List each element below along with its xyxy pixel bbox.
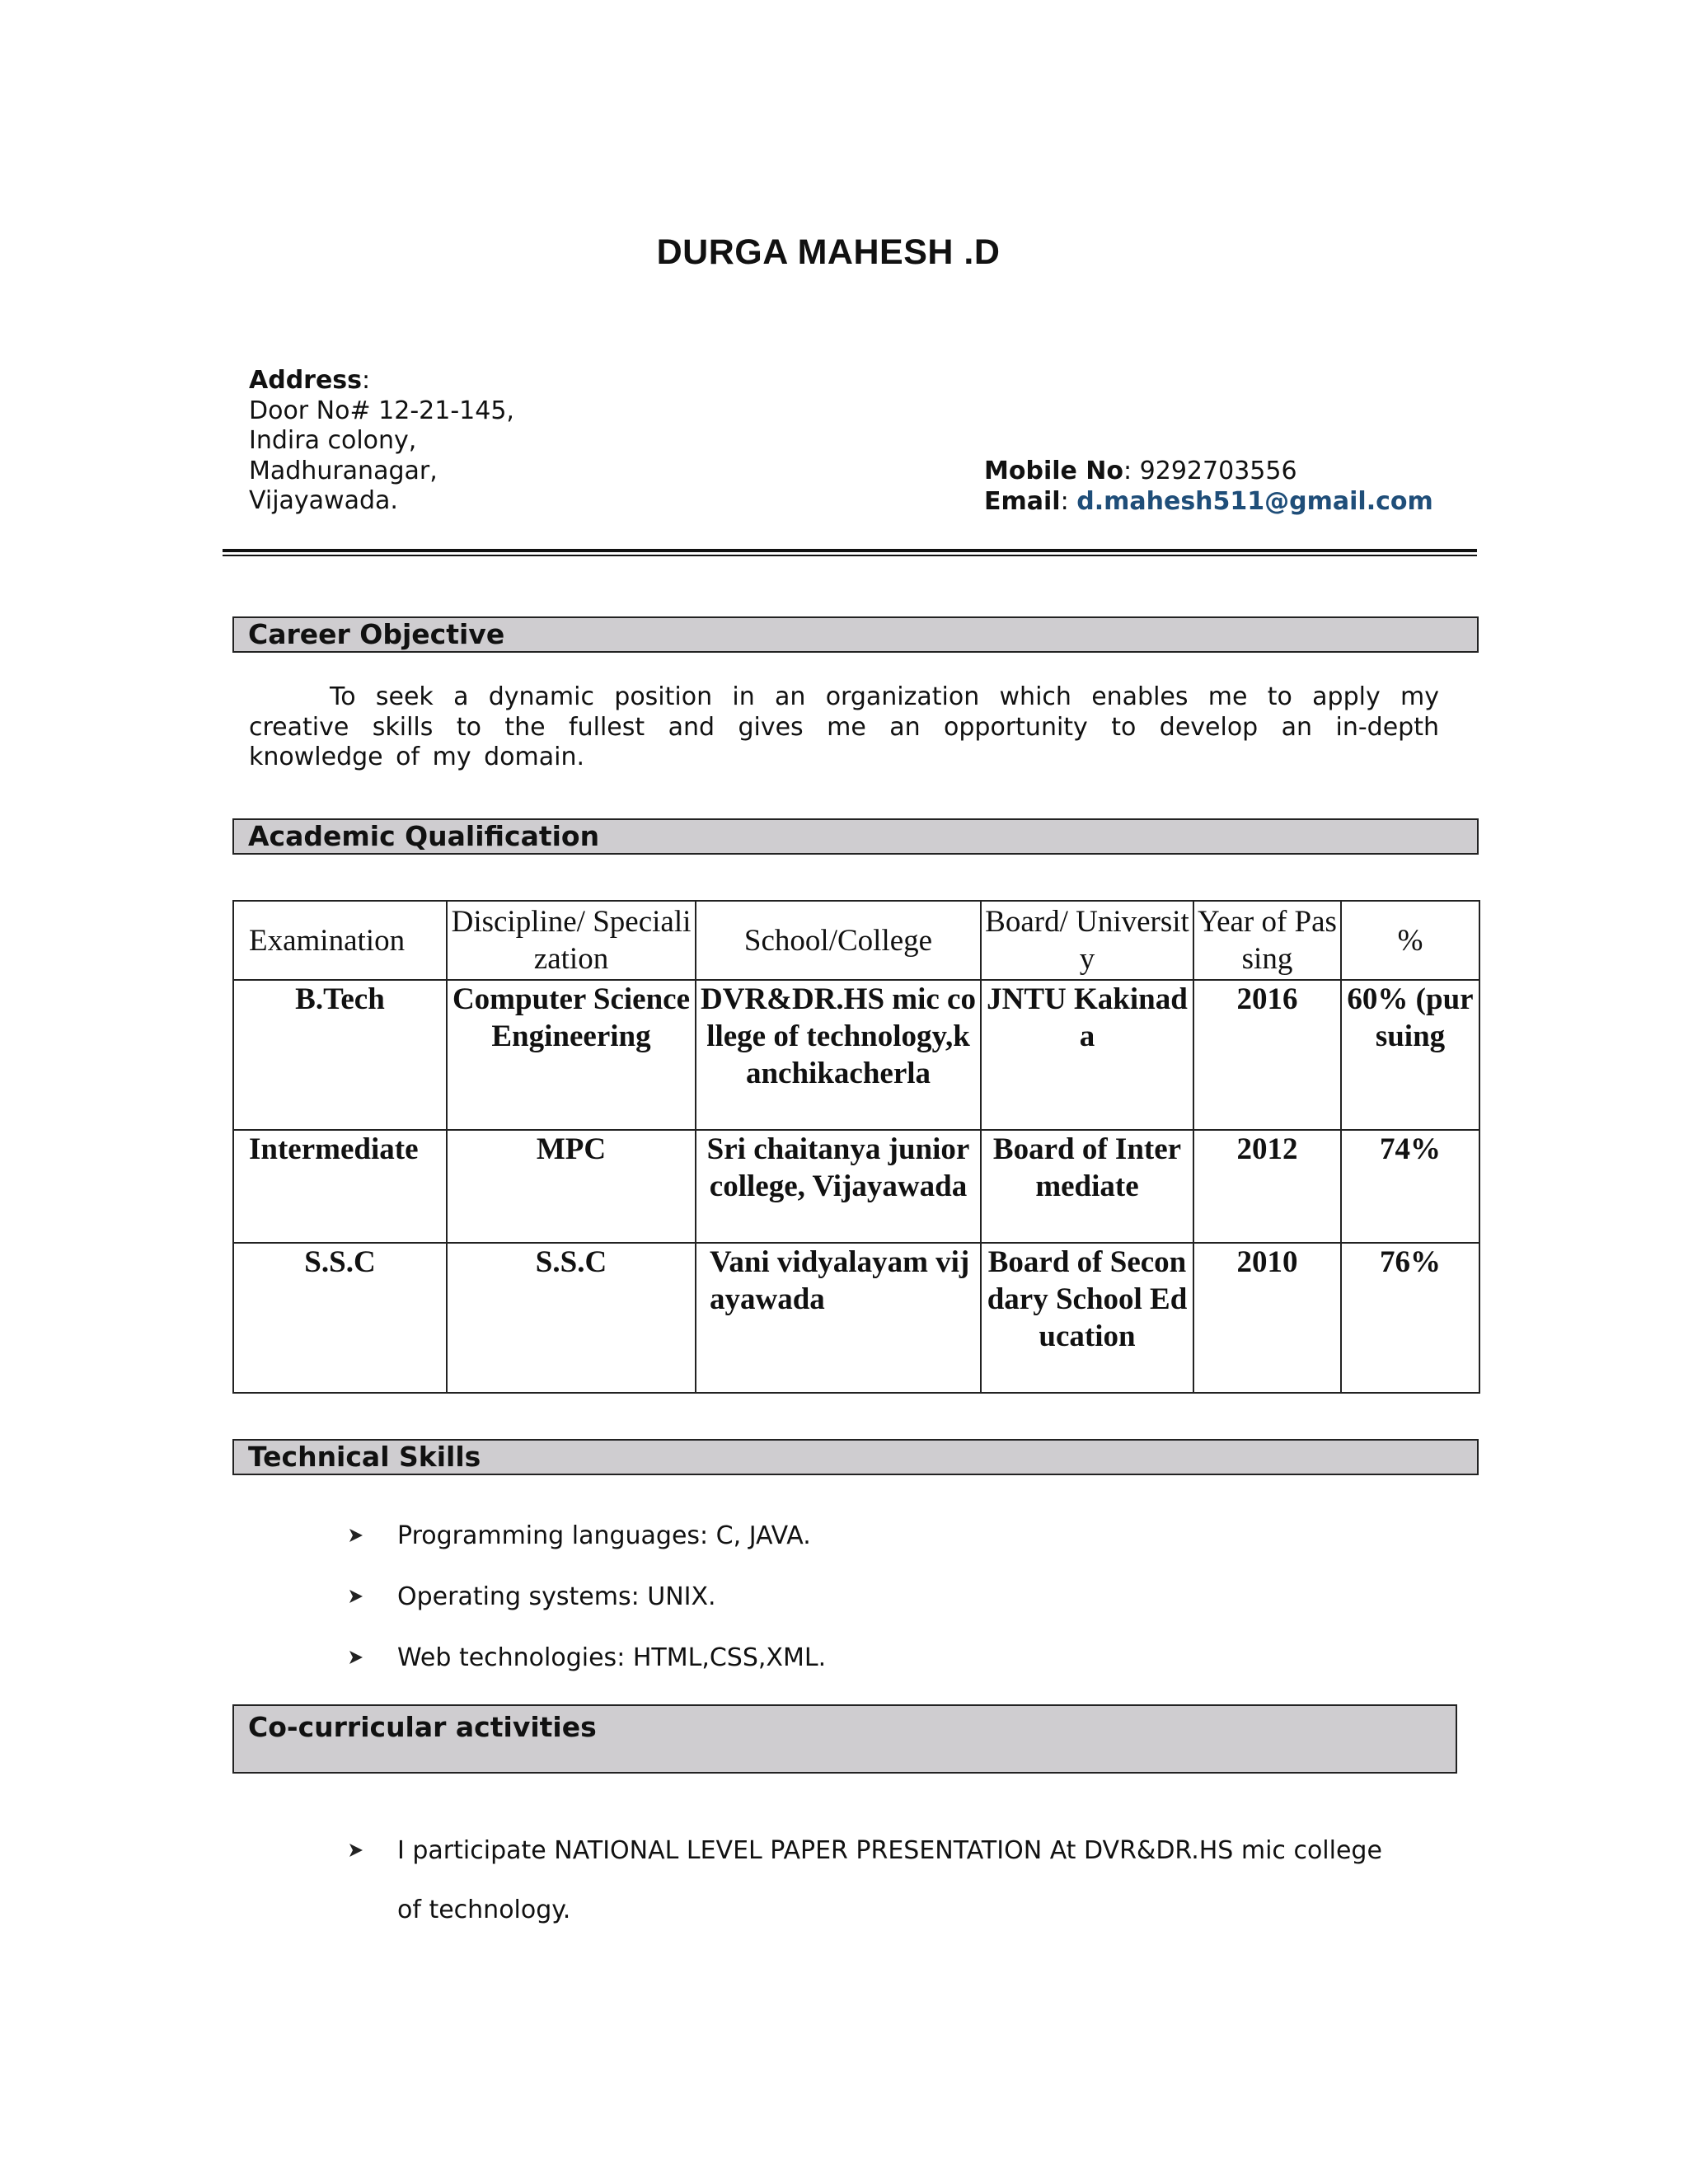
table-cell: 2016 (1193, 980, 1341, 1130)
column-header: Year of Passing (1193, 901, 1341, 980)
address-line: Indira colony, (249, 426, 417, 455)
table-row (233, 980, 1479, 1130)
column-header: Board/ University (981, 901, 1193, 980)
activity-text: I participate NATIONAL LEVEL PAPER PRESENTATION At DVR&DR.HS mic college (397, 1836, 1382, 1865)
column-header: Examination (233, 901, 447, 980)
header-divider-thin (223, 555, 1477, 556)
table-cell: S.S.C (447, 1243, 696, 1393)
academic-qualification-heading: Academic Qualification (232, 818, 1479, 855)
mobile-line: Mobile No: 9292703556 (984, 457, 1297, 485)
table-cell: Board of Intermediate (981, 1130, 1193, 1243)
technical-skills-list (348, 1521, 826, 1704)
table-cell: 74% (1341, 1130, 1479, 1243)
co-curricular-heading: Co-curricular activities (232, 1704, 1457, 1774)
address-line: Vijayawada. (249, 486, 398, 515)
address-line: Door No# 12-21-145, (249, 396, 514, 425)
arrow-bullet-icon (348, 1588, 369, 1605)
career-objective-text: To seek a dynamic position in an organization which enables me to apply my creative skills to the fullest and gives me an opportunity to develop an in-depth knowledge of my domain. (249, 682, 1439, 771)
list-item (348, 1582, 826, 1643)
table-cell: 60% (pursuing (1341, 980, 1479, 1130)
column-header: % (1341, 901, 1479, 980)
arrow-bullet-icon (348, 1842, 369, 1858)
list-item (348, 1836, 1382, 1896)
academic-table (232, 900, 1480, 1394)
table-cell: B.Tech (233, 980, 447, 1130)
table-cell: 2012 (1193, 1130, 1341, 1243)
mobile-label: Mobile No (984, 457, 1124, 485)
email-line: Email: d.mahesh511@gmail.com (984, 486, 1433, 516)
table-row (233, 1243, 1479, 1393)
table-cell: 76% (1341, 1243, 1479, 1393)
skill-text: Operating systems: UNIX. (397, 1582, 716, 1611)
list-item (348, 1521, 826, 1582)
table-cell: DVR&DR.HS mic college of technology,kanchikacherla (696, 980, 981, 1130)
address-line: Madhuranagar, (249, 456, 438, 485)
email-label: Email (984, 486, 1061, 516)
table-cell: JNTU Kakinada (981, 980, 1193, 1130)
arrow-bullet-icon (348, 1649, 369, 1666)
address-label: Address (249, 366, 363, 395)
address-block: Address: Door No# 12-21-145, Indira colony, Madhuranagar, Vijayawada. (249, 366, 514, 515)
mobile-value: 9292703556 (1139, 457, 1297, 485)
skill-text: Programming languages: C, JAVA. (397, 1521, 811, 1550)
candidate-name: DURGA MAHESH .D (656, 232, 1001, 272)
activity-text: of technology. (397, 1896, 571, 1924)
career-objective-heading: Career Objective (232, 616, 1479, 653)
skill-text: Web technologies: HTML,CSS,XML. (397, 1643, 827, 1672)
column-header: School/College (696, 901, 981, 980)
co-curricular-list (348, 1836, 1382, 1955)
table-cell: Intermediate (233, 1130, 447, 1243)
list-item (348, 1643, 826, 1704)
table-cell: Computer Science Engineering (447, 980, 696, 1130)
table-header-row (233, 901, 1479, 980)
table-cell: MPC (447, 1130, 696, 1243)
table-row (233, 1130, 1479, 1243)
table-cell: Vani vidyalayam vijayawada (696, 1243, 981, 1393)
email-link[interactable]: d.mahesh511@gmail.com (1076, 486, 1433, 516)
table-cell: Board of Secondary School Education (981, 1243, 1193, 1393)
arrow-bullet-icon (348, 1527, 369, 1544)
technical-skills-heading: Technical Skills (232, 1439, 1479, 1475)
table-cell: 2010 (1193, 1243, 1341, 1393)
list-item-continuation (348, 1896, 1382, 1955)
table-cell: S.S.C (233, 1243, 447, 1393)
header-divider (223, 549, 1477, 552)
contact-block (984, 457, 1433, 517)
column-header: Discipline/ Specialization (447, 901, 696, 980)
table-cell: Sri chaitanya junior college, Vijayawada (696, 1130, 981, 1243)
